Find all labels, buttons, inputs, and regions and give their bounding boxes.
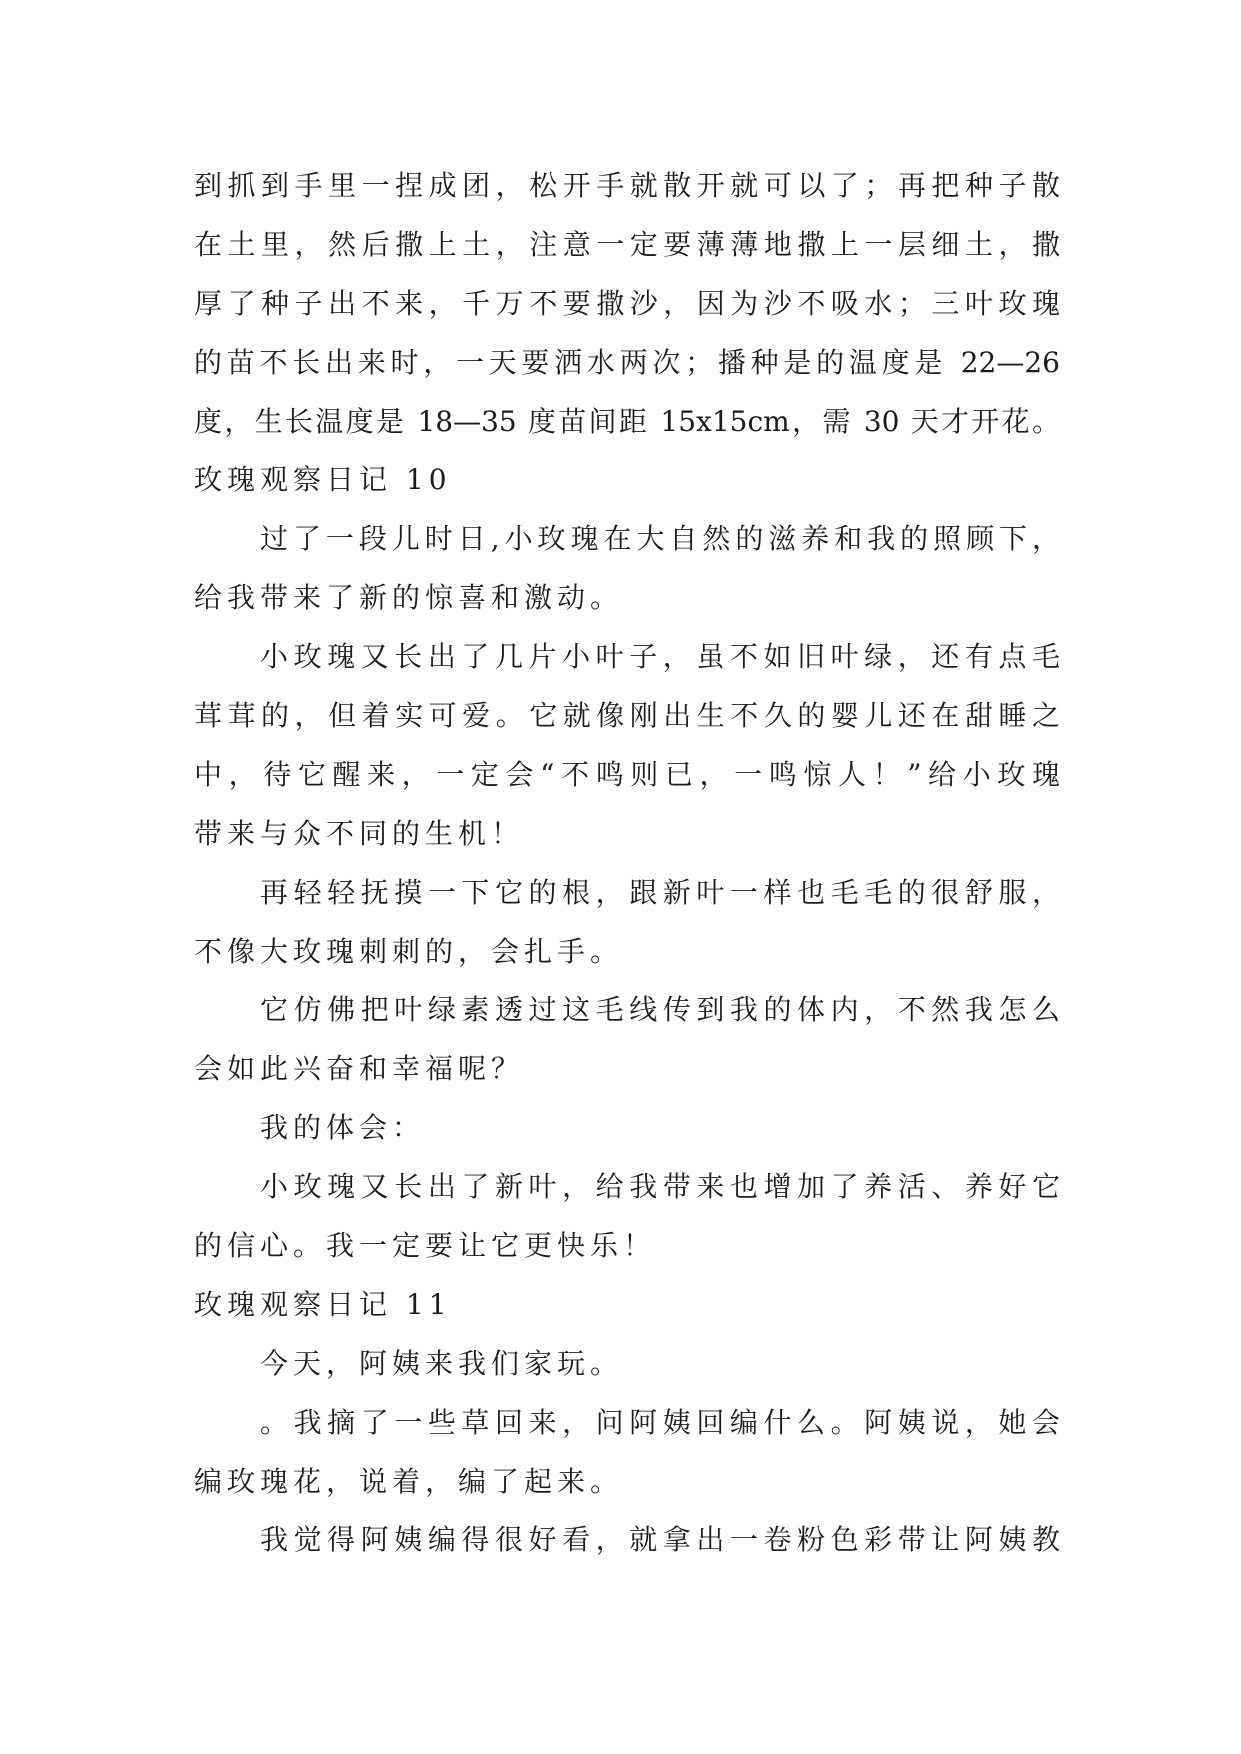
paragraph (194, 1158, 1060, 1276)
document-body (194, 157, 1060, 1570)
text-line: 编玫瑰花，说着，编了起来。 (194, 1464, 624, 1498)
text-line: 给我带来了新的惊喜和激动。 (194, 581, 624, 615)
paragraph (194, 510, 1060, 628)
paragraph-continuation (194, 157, 1060, 451)
text-line: 它仿佛把叶绿素透过这毛线传到我的体内，不然我怎么 (260, 993, 1060, 1027)
paragraph (194, 981, 1060, 1099)
entry-title: 玫瑰观察日记 10 (194, 463, 452, 497)
paragraph (194, 1099, 1060, 1158)
text-line: 在土里，然后撒上土，注意一定要薄薄地撒上一层细土，撒 (194, 227, 1060, 261)
text-line: 再轻轻抚摸一下它的根，跟新叶一样也毛毛的很舒服， (260, 875, 1060, 909)
diary-entry-11 (194, 1276, 1060, 1570)
text-line: 不像大玫瑰刺刺的，会扎手。 (194, 934, 624, 968)
paragraph (194, 1511, 1060, 1570)
text-line: 过了一段儿时日,小玫瑰在大自然的滋养和我的照顾下， (260, 522, 1060, 556)
text-line: 我觉得阿姨编得很好看，就拿出一卷粉色彩带让阿姨教 (260, 1523, 1060, 1557)
text-line: 中，待它醒来，一定会“不鸣则已，一鸣惊人！”给小玫瑰 (194, 757, 1060, 791)
text-line: 度，生长温度是 18—35 度苗间距 15x15cm，需 30 天才开花。 (194, 404, 1060, 438)
text-line: 的苗不长出来时，一天要洒水两次；播种是的温度是 22—26 (194, 345, 1060, 379)
paragraph (194, 864, 1060, 982)
paragraph (194, 628, 1060, 864)
text-line: 小玫瑰又长出了几片小叶子，虽不如旧叶绿，还有点毛 (260, 640, 1060, 674)
text-line: 我的体会： (260, 1111, 426, 1145)
paragraph (194, 1394, 1060, 1512)
text-line: 到抓到手里一捏成团，松开手就散开就可以了；再把种子散 (194, 169, 1060, 202)
text-line: 会如此兴奋和幸福呢？ (194, 1052, 525, 1086)
text-line: 带来与众不同的生机！ (194, 816, 525, 850)
text-line: 。我摘了一些草回来，问阿姨回编什么。阿姨说，她会 (260, 1405, 1060, 1439)
entry-title: 玫瑰观察日记 11 (194, 1287, 452, 1321)
text-line: 今天，阿姨来我们家玩。 (260, 1346, 624, 1380)
text-line: 的信心。我一定要让它更快乐！ (194, 1229, 657, 1263)
text-line: 茸茸的，但着实可爱。它就像刚出生不久的婴儿还在甜睡之 (194, 699, 1060, 733)
paragraph (194, 1335, 1060, 1394)
text-line: 小玫瑰又长出了新叶，给我带来也增加了养活、养好它 (260, 1170, 1060, 1204)
diary-entry-10 (194, 451, 1060, 1275)
text-line: 厚了种子出不来，千万不要撒沙，因为沙不吸水；三叶玫瑰 (194, 286, 1060, 320)
